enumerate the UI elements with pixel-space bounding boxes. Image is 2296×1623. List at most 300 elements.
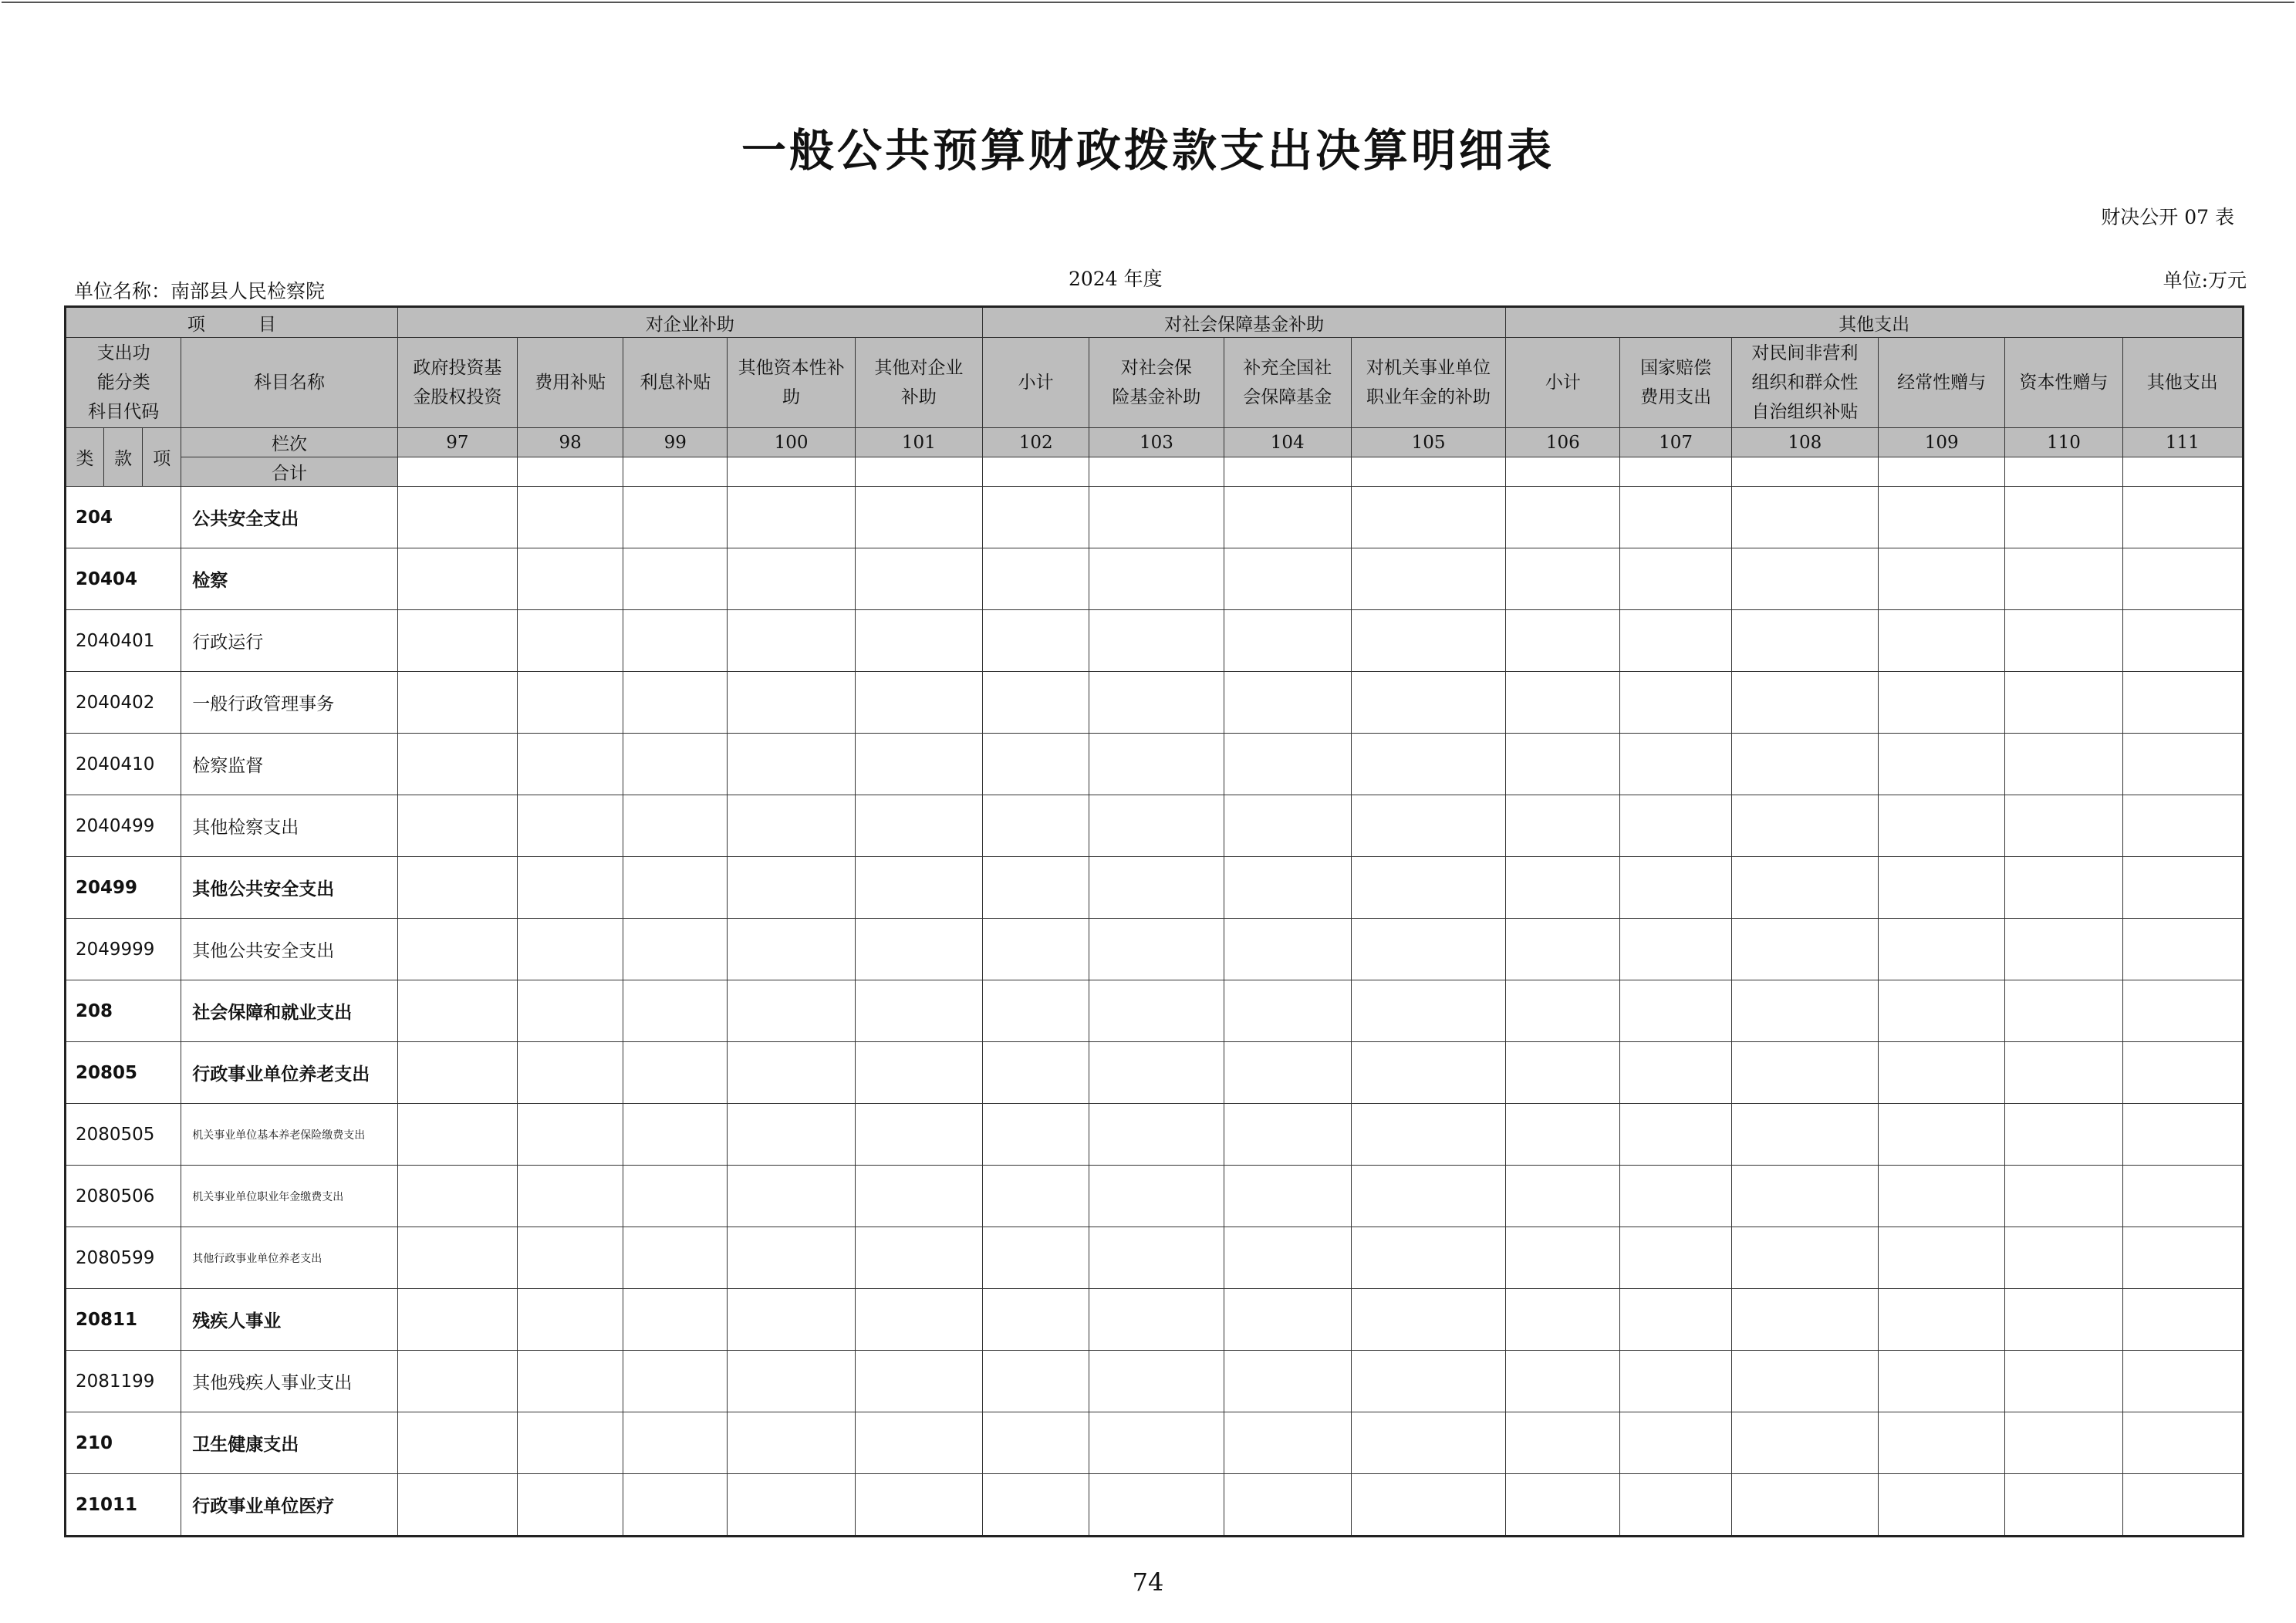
value-cell <box>728 1104 855 1166</box>
value-cell <box>2005 1166 2122 1227</box>
value-cell <box>1879 980 2005 1042</box>
value-cell <box>1731 548 1878 610</box>
value-cell <box>1731 1474 1878 1537</box>
value-cell <box>1879 1042 2005 1104</box>
column-number-11: 107 <box>1620 428 1731 457</box>
value-cell <box>623 487 728 548</box>
value-cell <box>1879 1412 2005 1474</box>
value-cell <box>2005 980 2122 1042</box>
value-cell <box>397 487 517 548</box>
header-column-12: 对民间非营利 组织和群众性 自治组织补贴 <box>1731 338 1878 428</box>
column-number-3: 99 <box>623 428 728 457</box>
value-cell <box>2122 548 2243 610</box>
value-cell <box>1224 1351 1351 1412</box>
value-cell <box>728 1227 855 1289</box>
value-cell <box>983 1042 1089 1104</box>
value-cell <box>983 1104 1089 1166</box>
value-cell <box>1506 548 1620 610</box>
table-row <box>66 1412 2244 1474</box>
value-cell <box>1620 919 1731 980</box>
value-cell <box>1506 1104 1620 1166</box>
value-cell <box>1620 548 1731 610</box>
value-cell <box>517 1351 623 1412</box>
value-cell <box>1089 610 1224 672</box>
row-subject-name: 行政运行 <box>181 610 397 672</box>
header-column-10: 小计 <box>1506 338 1620 428</box>
value-cell <box>1620 857 1731 919</box>
value-cell <box>1879 1351 2005 1412</box>
value-cell <box>1620 795 1731 857</box>
row-code: 204 <box>66 487 181 548</box>
value-cell <box>1089 672 1224 734</box>
total-cell <box>1089 457 1224 487</box>
header-column-13: 经常性赠与 <box>1879 338 2005 428</box>
value-cell <box>1351 734 1505 795</box>
value-cell <box>397 610 517 672</box>
total-cell <box>1224 457 1351 487</box>
value-cell <box>1506 919 1620 980</box>
value-cell <box>397 1104 517 1166</box>
row-code: 2080599 <box>66 1227 181 1289</box>
value-cell <box>1351 672 1505 734</box>
row-code: 2080506 <box>66 1166 181 1227</box>
value-cell <box>1506 672 1620 734</box>
value-cell <box>728 1474 855 1537</box>
value-cell <box>1879 1227 2005 1289</box>
table-row <box>66 1474 2244 1537</box>
row-subject-name: 其他检察支出 <box>181 795 397 857</box>
row-subject-name: 卫生健康支出 <box>181 1412 397 1474</box>
value-cell <box>1506 1289 1620 1351</box>
value-cell <box>983 1166 1089 1227</box>
value-cell <box>623 548 728 610</box>
value-cell <box>855 1289 982 1351</box>
value-cell <box>397 734 517 795</box>
value-cell <box>855 1042 982 1104</box>
value-cell <box>2005 1104 2122 1166</box>
value-cell <box>397 1412 517 1474</box>
value-cell <box>397 1474 517 1537</box>
value-cell <box>397 795 517 857</box>
value-cell <box>983 1351 1089 1412</box>
table-row <box>66 980 2244 1042</box>
total-cell <box>1879 457 2005 487</box>
value-cell <box>1620 487 1731 548</box>
value-cell <box>1731 1289 1878 1351</box>
column-number-9: 105 <box>1351 428 1505 457</box>
total-cell <box>2005 457 2122 487</box>
total-cell <box>397 457 517 487</box>
form-number: 财决公开 07 表 <box>2101 206 2234 228</box>
value-cell <box>983 1289 1089 1351</box>
column-number-4: 100 <box>728 428 855 457</box>
value-cell <box>623 1104 728 1166</box>
value-cell <box>855 734 982 795</box>
value-cell <box>983 919 1089 980</box>
total-row <box>66 457 2244 487</box>
value-cell <box>855 919 982 980</box>
value-cell <box>2122 1351 2243 1412</box>
value-cell <box>1351 1351 1505 1412</box>
value-cell <box>728 857 855 919</box>
value-cell <box>1224 1166 1351 1227</box>
value-cell <box>1089 548 1224 610</box>
row-code: 2040410 <box>66 734 181 795</box>
header-kuan: 款 <box>104 428 143 487</box>
value-cell <box>728 1351 855 1412</box>
column-number-12: 108 <box>1731 428 1878 457</box>
value-cell <box>1879 734 2005 795</box>
value-cell <box>1351 1289 1505 1351</box>
value-cell <box>1089 795 1224 857</box>
value-cell <box>2005 857 2122 919</box>
value-cell <box>1351 795 1505 857</box>
row-code: 20805 <box>66 1042 181 1104</box>
value-cell <box>2122 795 2243 857</box>
total-cell <box>517 457 623 487</box>
value-cell <box>1351 548 1505 610</box>
value-cell <box>2122 1042 2243 1104</box>
value-cell <box>728 672 855 734</box>
value-cell <box>1506 795 1620 857</box>
value-cell <box>623 1412 728 1474</box>
page-title: 一般公共预算财政拨款支出决算明细表 <box>741 124 1555 177</box>
header-column-7: 对社会保 险基金补助 <box>1089 338 1224 428</box>
value-cell <box>728 610 855 672</box>
value-cell <box>1224 795 1351 857</box>
value-cell <box>517 672 623 734</box>
value-cell <box>2122 672 2243 734</box>
value-cell <box>1620 1166 1731 1227</box>
column-number-7: 103 <box>1089 428 1224 457</box>
header-column-9: 对机关事业单位 职业年金的补助 <box>1351 338 1505 428</box>
value-cell <box>1506 610 1620 672</box>
value-cell <box>1089 1042 1224 1104</box>
value-cell <box>517 1412 623 1474</box>
value-cell <box>1879 672 2005 734</box>
header-column-15: 其他支出 <box>2122 338 2243 428</box>
value-cell <box>623 795 728 857</box>
value-cell <box>1506 1042 1620 1104</box>
value-cell <box>1620 1227 1731 1289</box>
total-label: 合计 <box>181 457 397 487</box>
value-cell <box>2005 1412 2122 1474</box>
value-cell <box>2122 610 2243 672</box>
value-cell <box>397 548 517 610</box>
column-number-14: 110 <box>2005 428 2122 457</box>
value-cell <box>623 610 728 672</box>
column-number-1: 97 <box>397 428 517 457</box>
header-item: 项 目 <box>66 307 398 338</box>
value-cell <box>1620 1474 1731 1537</box>
value-cell <box>2122 734 2243 795</box>
value-cell <box>517 1227 623 1289</box>
value-cell <box>623 734 728 795</box>
header-column-5: 其他对企业 补助 <box>855 338 982 428</box>
total-cell <box>855 457 982 487</box>
value-cell <box>1224 672 1351 734</box>
value-cell <box>2005 1351 2122 1412</box>
row-code: 20811 <box>66 1289 181 1351</box>
value-cell <box>983 795 1089 857</box>
value-cell <box>855 610 982 672</box>
value-cell <box>397 1042 517 1104</box>
table-row <box>66 610 2244 672</box>
value-cell <box>1620 672 1731 734</box>
total-cell <box>1506 457 1620 487</box>
value-cell <box>855 795 982 857</box>
row-subject-name: 其他公共安全支出 <box>181 857 397 919</box>
value-cell <box>1089 1412 1224 1474</box>
value-cell <box>1224 610 1351 672</box>
value-cell <box>1224 734 1351 795</box>
table-row <box>66 1042 2244 1104</box>
value-cell <box>1731 1104 1878 1166</box>
header-lanci: 栏次 <box>181 428 397 457</box>
value-cell <box>1506 1227 1620 1289</box>
value-cell <box>1089 857 1224 919</box>
value-cell <box>1089 1474 1224 1537</box>
value-cell <box>728 487 855 548</box>
row-code: 2080505 <box>66 1104 181 1166</box>
value-cell <box>1351 610 1505 672</box>
value-cell <box>1731 1042 1878 1104</box>
value-cell <box>983 857 1089 919</box>
currency-unit: 单位:万元 <box>2163 269 2247 292</box>
value-cell <box>1731 734 1878 795</box>
value-cell <box>517 795 623 857</box>
row-code: 2040499 <box>66 795 181 857</box>
value-cell <box>1506 980 1620 1042</box>
value-cell <box>1224 487 1351 548</box>
value-cell <box>728 734 855 795</box>
value-cell <box>1089 734 1224 795</box>
value-cell <box>517 857 623 919</box>
table-row <box>66 548 2244 610</box>
table-row <box>66 487 2244 548</box>
header-column-14: 资本性赠与 <box>2005 338 2122 428</box>
table-row <box>66 857 2244 919</box>
total-cell <box>1731 457 1878 487</box>
row-subject-name: 其他公共安全支出 <box>181 919 397 980</box>
value-cell <box>728 1166 855 1227</box>
value-cell <box>1224 1474 1351 1537</box>
value-cell <box>1351 857 1505 919</box>
value-cell <box>1089 1104 1224 1166</box>
value-cell <box>1620 1351 1731 1412</box>
value-cell <box>1506 734 1620 795</box>
value-cell <box>623 919 728 980</box>
value-cell <box>623 857 728 919</box>
value-cell <box>623 1474 728 1537</box>
value-cell <box>1506 1412 1620 1474</box>
value-cell <box>855 672 982 734</box>
row-subject-name: 公共安全支出 <box>181 487 397 548</box>
column-number-8: 104 <box>1224 428 1351 457</box>
header-func-code: 支出功 能分类 科目代码 <box>66 338 181 428</box>
value-cell <box>1224 857 1351 919</box>
value-cell <box>517 548 623 610</box>
value-cell <box>1879 548 2005 610</box>
value-cell <box>517 919 623 980</box>
value-cell <box>1224 548 1351 610</box>
value-cell <box>1089 487 1224 548</box>
value-cell <box>623 1351 728 1412</box>
value-cell <box>983 487 1089 548</box>
value-cell <box>855 1351 982 1412</box>
row-subject-name: 机关事业单位基本养老保险缴费支出 <box>181 1104 397 1166</box>
value-cell <box>2005 548 2122 610</box>
value-cell <box>1731 857 1878 919</box>
value-cell <box>855 1412 982 1474</box>
value-cell <box>1620 1412 1731 1474</box>
value-cell <box>855 548 982 610</box>
row-code: 208 <box>66 980 181 1042</box>
value-cell <box>855 857 982 919</box>
value-cell <box>1620 1042 1731 1104</box>
row-subject-name: 检察 <box>181 548 397 610</box>
column-number-5: 101 <box>855 428 982 457</box>
value-cell <box>1620 980 1731 1042</box>
value-cell <box>983 1474 1089 1537</box>
value-cell <box>623 980 728 1042</box>
table-row <box>66 1104 2244 1166</box>
row-code: 2040402 <box>66 672 181 734</box>
value-cell <box>1879 487 2005 548</box>
column-number-10: 106 <box>1506 428 1620 457</box>
value-cell <box>397 672 517 734</box>
value-cell <box>1731 1412 1878 1474</box>
total-cell <box>2122 457 2243 487</box>
value-cell <box>728 1042 855 1104</box>
value-cell <box>2122 1289 2243 1351</box>
value-cell <box>1731 672 1878 734</box>
value-cell <box>1620 1289 1731 1351</box>
value-cell <box>1351 919 1505 980</box>
value-cell <box>1506 487 1620 548</box>
table-row <box>66 734 2244 795</box>
row-subject-name: 其他行政事业单位养老支出 <box>181 1227 397 1289</box>
header-column-11: 国家赔偿 费用支出 <box>1620 338 1731 428</box>
value-cell <box>1351 1474 1505 1537</box>
row-subject-name: 检察监督 <box>181 734 397 795</box>
value-cell <box>1620 1104 1731 1166</box>
value-cell <box>2005 487 2122 548</box>
value-cell <box>1506 857 1620 919</box>
value-cell <box>2005 795 2122 857</box>
table-row <box>66 1166 2244 1227</box>
value-cell <box>517 980 623 1042</box>
header-xiang: 项 <box>143 428 181 487</box>
header-row-columns <box>66 338 2244 428</box>
value-cell <box>983 1412 1089 1474</box>
header-row-groups <box>66 307 2244 338</box>
value-cell <box>2122 857 2243 919</box>
column-number-13: 109 <box>1879 428 2005 457</box>
value-cell <box>855 1474 982 1537</box>
value-cell <box>1351 1166 1505 1227</box>
value-cell <box>2005 610 2122 672</box>
value-cell <box>397 980 517 1042</box>
header-group-enterprise: 对企业补助 <box>397 307 982 338</box>
header-column-3: 利息补贴 <box>623 338 728 428</box>
value-cell <box>1879 1166 2005 1227</box>
value-cell <box>1731 1166 1878 1227</box>
value-cell <box>1224 919 1351 980</box>
value-cell <box>1731 919 1878 980</box>
value-cell <box>728 980 855 1042</box>
value-cell <box>983 610 1089 672</box>
column-number-15: 111 <box>2122 428 2243 457</box>
table-row <box>66 1289 2244 1351</box>
row-code: 2081199 <box>66 1351 181 1412</box>
value-cell <box>397 857 517 919</box>
value-cell <box>1731 610 1878 672</box>
value-cell <box>1506 1474 1620 1537</box>
value-cell <box>623 1227 728 1289</box>
header-row-numbers <box>66 428 2244 457</box>
value-cell <box>983 548 1089 610</box>
value-cell <box>517 734 623 795</box>
header-column-4: 其他资本性补 助 <box>728 338 855 428</box>
value-cell <box>728 548 855 610</box>
value-cell <box>2005 1289 2122 1351</box>
value-cell <box>1620 610 1731 672</box>
value-cell <box>983 980 1089 1042</box>
value-cell <box>1731 980 1878 1042</box>
header-lei: 类 <box>66 428 104 487</box>
header-group-other: 其他支出 <box>1506 307 2244 338</box>
value-cell <box>1731 795 1878 857</box>
row-subject-name: 残疾人事业 <box>181 1289 397 1351</box>
table-row <box>66 795 2244 857</box>
value-cell <box>2122 1227 2243 1289</box>
value-cell <box>1731 487 1878 548</box>
value-cell <box>1089 1166 1224 1227</box>
value-cell <box>983 734 1089 795</box>
value-cell <box>728 919 855 980</box>
value-cell <box>517 610 623 672</box>
value-cell <box>517 1289 623 1351</box>
value-cell <box>517 1166 623 1227</box>
row-subject-name: 其他残疾人事业支出 <box>181 1351 397 1412</box>
value-cell <box>1506 1351 1620 1412</box>
total-cell <box>983 457 1089 487</box>
value-cell <box>397 1289 517 1351</box>
value-cell <box>855 1227 982 1289</box>
value-cell <box>1879 857 2005 919</box>
value-cell <box>1351 1412 1505 1474</box>
value-cell <box>2122 1412 2243 1474</box>
value-cell <box>855 1104 982 1166</box>
header-subject-name: 科目名称 <box>181 338 397 428</box>
value-cell <box>2122 919 2243 980</box>
value-cell <box>1731 1351 1878 1412</box>
value-cell <box>728 1289 855 1351</box>
value-cell <box>1879 1474 2005 1537</box>
value-cell <box>1351 1227 1505 1289</box>
value-cell <box>1089 1351 1224 1412</box>
value-cell <box>1879 1289 2005 1351</box>
total-cell <box>1620 457 1731 487</box>
value-cell <box>1224 1227 1351 1289</box>
value-cell <box>1224 1412 1351 1474</box>
value-cell <box>728 1412 855 1474</box>
value-cell <box>397 1351 517 1412</box>
unit-name: 单位名称：南部县人民检察院 <box>74 280 326 302</box>
value-cell <box>983 1227 1089 1289</box>
table-row <box>66 672 2244 734</box>
